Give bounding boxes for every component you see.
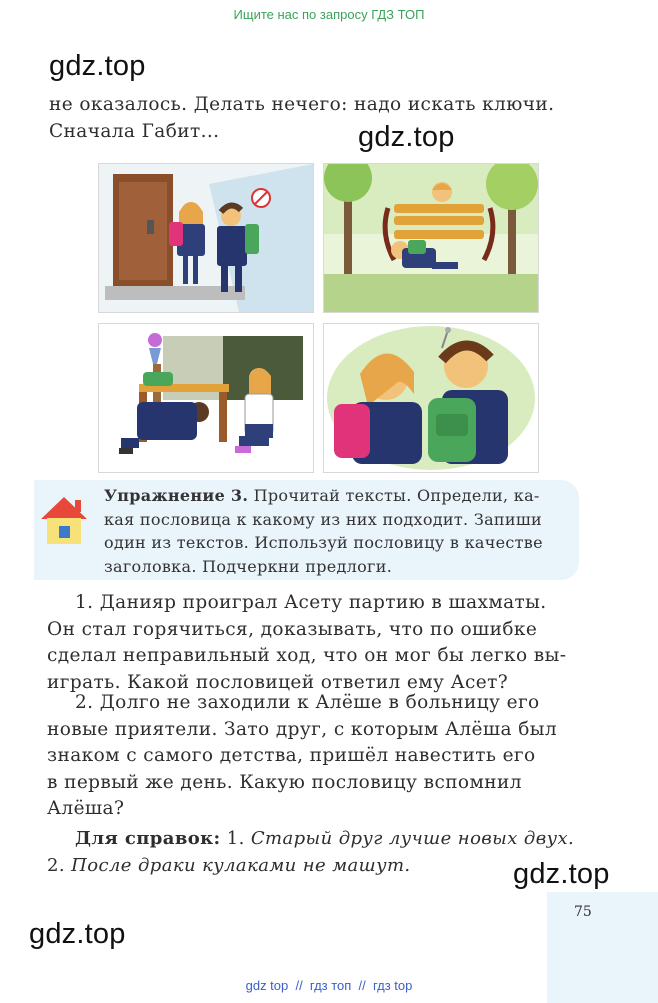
text-line: Прочитай тексты. Определи, ка- xyxy=(248,486,540,505)
text-line: не оказалось. Делать нечего: надо искать ключи. xyxy=(49,94,555,115)
top-banner[interactable]: Ищите нас по запросу ГДЗ ТОП xyxy=(233,7,425,22)
text-line: один из текстов. Используй пословицу в качестве xyxy=(104,533,543,552)
boy-with-backpack-illustration xyxy=(324,324,538,472)
text-line: Алёша? xyxy=(47,798,125,819)
page-number: 75 xyxy=(574,904,592,920)
boy-under-desk-illustration xyxy=(99,324,313,472)
reference-block xyxy=(47,825,587,879)
watermark: gdz.top xyxy=(358,121,455,153)
text-line: новые приятели. Зато друг, с которым Алёша был xyxy=(47,718,558,740)
house-icon xyxy=(38,494,90,548)
text-line: заголовка. Подчеркни предлоги. xyxy=(104,556,393,576)
reference-label: Для справок: xyxy=(75,828,221,849)
exercise-text xyxy=(104,484,570,578)
text-2 xyxy=(47,690,587,823)
text-line: сделал неправильный ход, что он мог бы легко вы- xyxy=(47,645,567,666)
text-line: в первый же день. Какую пословицу вспомнил xyxy=(47,771,522,793)
text-1 xyxy=(47,590,587,696)
watermark: gdz.top xyxy=(29,918,126,950)
text-line: Сначала Габит... xyxy=(49,120,220,142)
text-line: кая пословица к какому из них подходит. Запиши xyxy=(104,509,542,529)
exercise-label: Упражнение 3. xyxy=(104,486,249,505)
reference-number: 1. xyxy=(220,828,251,849)
children-at-door-illustration xyxy=(99,164,313,312)
boy-under-bench-illustration xyxy=(324,164,538,312)
watermark: gdz.top xyxy=(49,50,146,82)
illustration-bench xyxy=(323,163,539,313)
reference-number: 2. xyxy=(47,855,72,876)
text-line: играть. Какой пословицей ответил ему Асет? xyxy=(47,671,509,693)
footer-links[interactable]: gdz top // гдз топ // гдз top xyxy=(245,978,413,993)
text-line: 2. Долго не заходили к Алёше в больницу его xyxy=(75,692,540,713)
text-line: 1. Данияр проиграл Асету партию в шахматы. xyxy=(75,592,547,613)
illustration-door xyxy=(98,163,314,313)
text-line: знаком с самого детства, пришёл навестить его xyxy=(47,745,536,766)
intro-paragraph xyxy=(49,92,554,145)
text-line: Он стал горячиться, доказывать, что по ошибке xyxy=(47,618,538,640)
proverb-2: После драки кулаками не машут. xyxy=(71,855,411,876)
illustration-backpack xyxy=(323,323,539,473)
watermark: gdz.top xyxy=(513,858,610,890)
proverb-1: Старый друг лучше новых двух. xyxy=(250,828,575,849)
illustration-classroom xyxy=(98,323,314,473)
